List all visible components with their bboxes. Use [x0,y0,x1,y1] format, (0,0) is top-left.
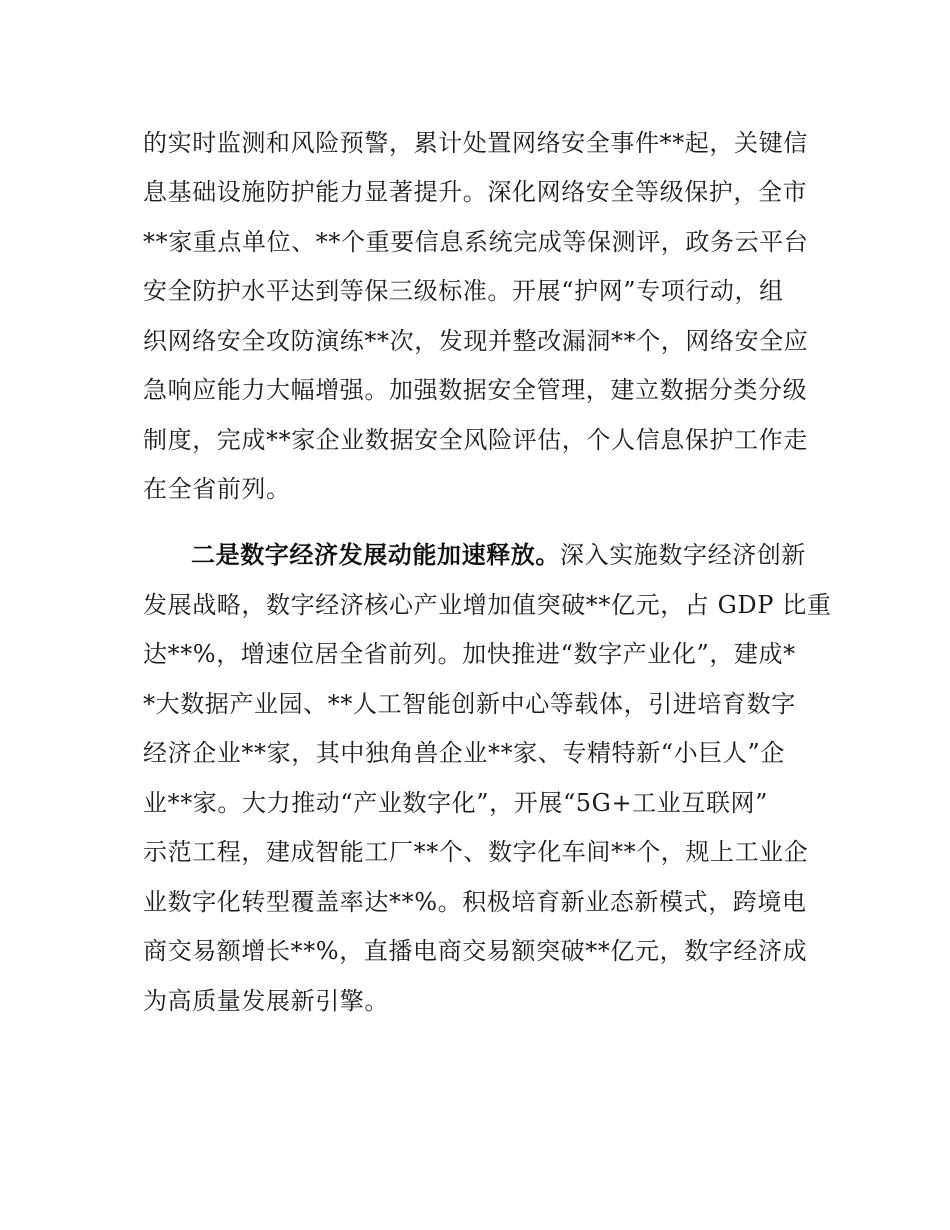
paragraph-line: 安全防护水平达到等保三级标准。开展“护网”专项行动，组 [143,277,784,305]
paragraph-line: 息基础设施防护能力显著提升。深化网络安全等级保护，全市 [143,178,808,206]
section-heading: 二是数字经济发展动能加速释放。 [191,541,560,569]
paragraph-line: *大数据产业园、**人工智能创新中心等载体，引进培育数字 [143,690,796,718]
paragraph-line: 经济企业**家，其中独角兽企业**家、专精特新“小巨人”企 [143,739,785,767]
paragraph-first-line [191,535,806,575]
paragraph-line: 织网络安全攻防演练**次，发现并整改漏洞**个，网络安全应 [143,327,809,355]
paragraph-line: 急响应能力大幅增强。加强数据安全管理，建立数据分类分级 [143,376,808,404]
paragraph-line: 发展战略，数字经济核心产业增加值突破**亿元，占 GDP 比重 [143,591,832,619]
paragraph-line: 达**%，增速位居全省前列。加快推进“数字产业化”，建成* [143,640,796,668]
paragraph-line: 的实时监测和风险预警，累计处置网络安全事件**起，关键信 [143,129,808,157]
paragraph-line: 为高质量发展新引擎。 [143,987,389,1015]
paragraph-line-rest: 深入实施数字经济创新 [560,541,806,569]
paragraph-line: 商交易额增长**%，直播电商交易额突破**亿元，数字经济成 [143,937,808,965]
paragraph-line: 在全省前列。 [143,475,291,503]
paragraph-line: 业**家。大力推动“产业数字化”，开展“5G+工业互联网” [143,789,769,817]
paragraph-line: **家重点单位、**个重要信息系统完成等保测评，政务云平台 [143,228,809,256]
paragraph-line: 业数字化转型覆盖率达**%。积极培育新业态新模式，跨境电 [143,888,807,916]
paragraph-line: 制度，完成**家企业数据安全风险评估，个人信息保护工作走 [143,426,808,454]
paragraph-line: 示范工程，建成智能工厂**个、数字化车间**个，规上工业企 [143,838,809,866]
